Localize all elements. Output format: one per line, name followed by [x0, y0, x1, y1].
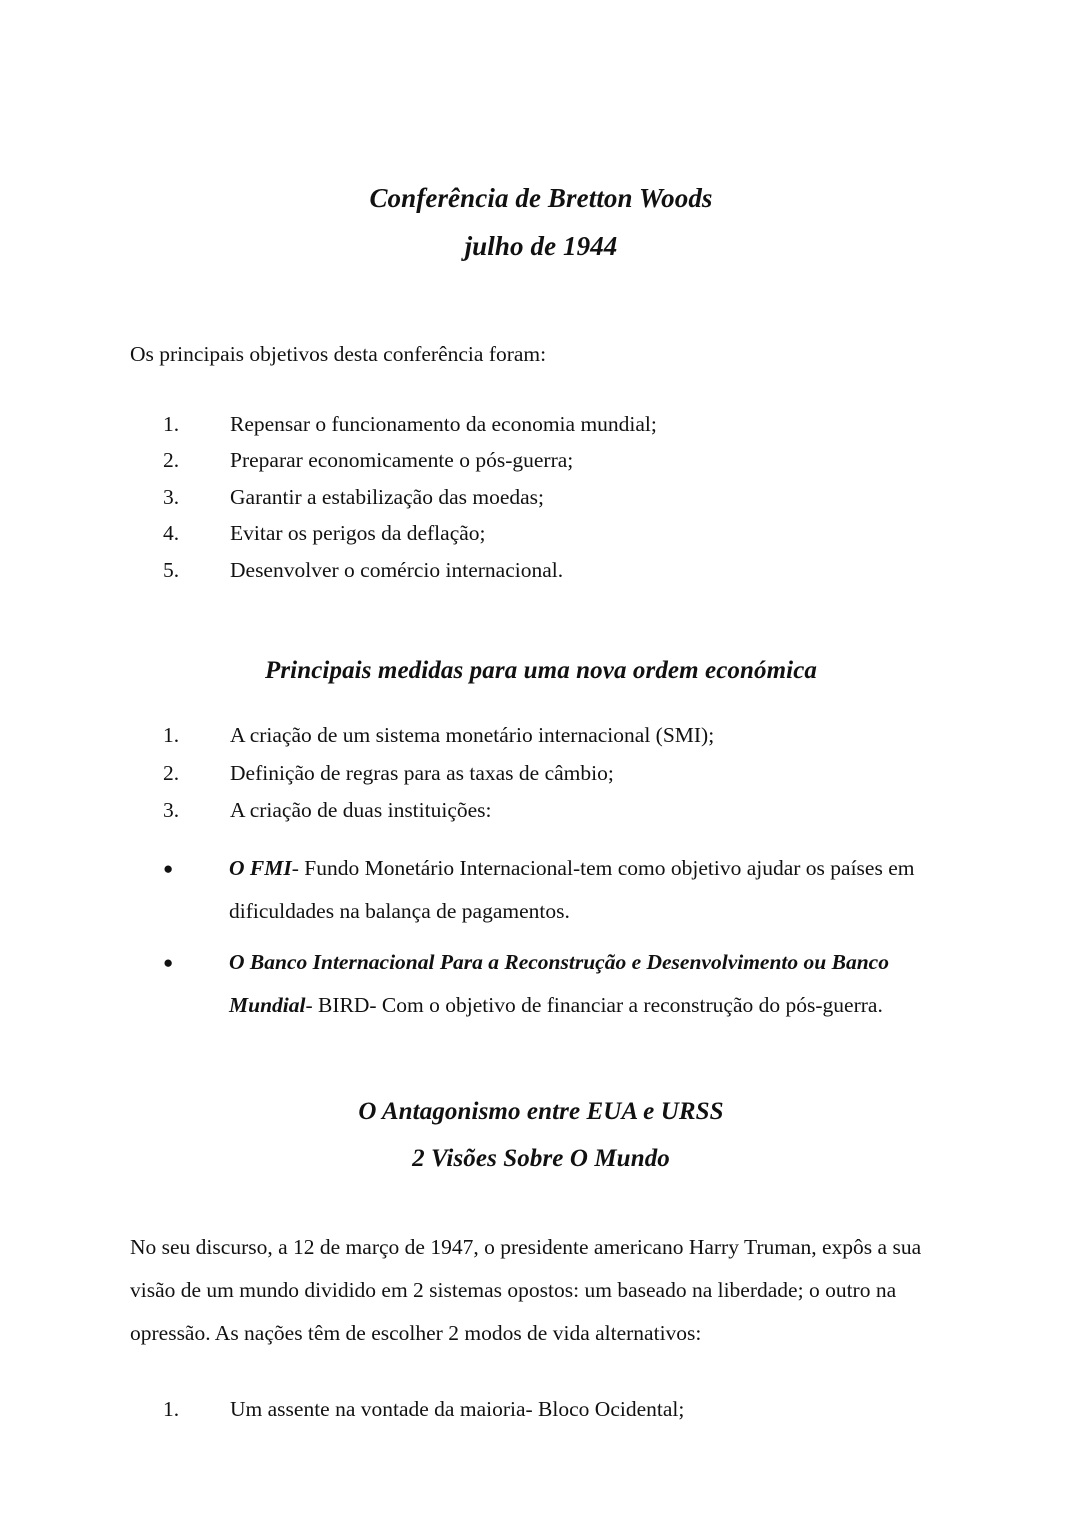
list-item	[130, 760, 952, 801]
list-item	[130, 450, 952, 487]
list-item-text	[229, 847, 952, 933]
page-title-line-1: Conferência de Bretton Woods	[369, 183, 713, 213]
section-heading-line-2: 2 Visões Sobre O Mundo	[412, 1144, 670, 1172]
page-title-line-2: julho de 1944	[464, 231, 618, 261]
page-title	[130, 0, 952, 260]
list-marker: 2.	[163, 448, 180, 472]
list-item	[130, 1396, 952, 1436]
bullet-icon: ●	[163, 952, 174, 972]
list-item-body: - BIRD- Com o objetivo de financiar a reconstrução do pós-guerra.	[305, 992, 883, 1017]
list-item-text: Um assente na vontade da maioria- Bloco Ocidental;	[230, 1396, 685, 1421]
list-item-text: Evitar os perigos da deflação;	[230, 521, 486, 545]
list-marker: 1.	[163, 1396, 180, 1421]
list-item-emphasis: O Banco Internacional Para a Reconstrução e Desenvolvimento ou Banco Mundial	[229, 949, 889, 1017]
list-item	[130, 523, 952, 560]
list-marker: 5.	[163, 557, 180, 582]
list-item	[130, 800, 952, 838]
list-item-text	[229, 941, 952, 1027]
list-item	[130, 847, 952, 941]
list-item	[130, 557, 952, 597]
section-heading-line-1: O Antagonismo entre EUA e URSS	[358, 1097, 724, 1125]
list-item-text: Desenvolver o comércio internacional.	[230, 557, 564, 582]
list-marker: 2.	[163, 760, 180, 785]
list-item-body: - Fundo Monetário Internacional-tem como objetivo ajudar os países em dificuldades na balança de pagamentos.	[229, 855, 915, 923]
list-marker: 3.	[163, 798, 180, 822]
list-item	[130, 411, 952, 451]
intro-paragraph: Os principais objetivos desta conferência foram:	[130, 342, 547, 366]
list-item-text: Definição de regras para as taxas de câmbio;	[230, 760, 614, 785]
institutions-list	[130, 838, 952, 1035]
objectives-list	[130, 366, 952, 597]
section-heading-medidas: Principais medidas para uma nova ordem económica	[264, 657, 818, 684]
list-item	[130, 484, 952, 524]
list-marker: 1.	[163, 723, 180, 747]
list-item	[130, 725, 952, 763]
list-item-text: Preparar economicamente o pós-guerra;	[230, 448, 574, 472]
section-heading-antagonismo	[130, 1035, 952, 1171]
list-item-text: A criação de duas instituições:	[230, 798, 492, 822]
list-item-emphasis: O FMI	[229, 855, 292, 880]
measures-list	[130, 683, 952, 838]
list-item-text: Garantir a estabilização das moedas;	[230, 484, 544, 509]
list-item-text: A criação de um sistema monetário internacional (SMI);	[230, 723, 715, 747]
list-marker: 4.	[163, 521, 180, 545]
list-item-text: Repensar o funcionamento da economia mundial;	[230, 411, 657, 436]
document-body	[130, 0, 952, 1435]
life-modes-list	[130, 1355, 952, 1436]
list-marker: 3.	[163, 484, 180, 509]
bullet-icon: ●	[163, 858, 174, 878]
list-marker: 1.	[163, 411, 180, 436]
list-item	[130, 941, 952, 1035]
truman-paragraph: No seu discurso, a 12 de março de 1947, o presidente americano Harry Truman, expôs a sua visão de um mundo dividido em 2 sistemas opostos: um baseado na liberdade; o outro na opressão. As nações têm de escolher 2 modos de vida alternativos:	[130, 1234, 922, 1345]
